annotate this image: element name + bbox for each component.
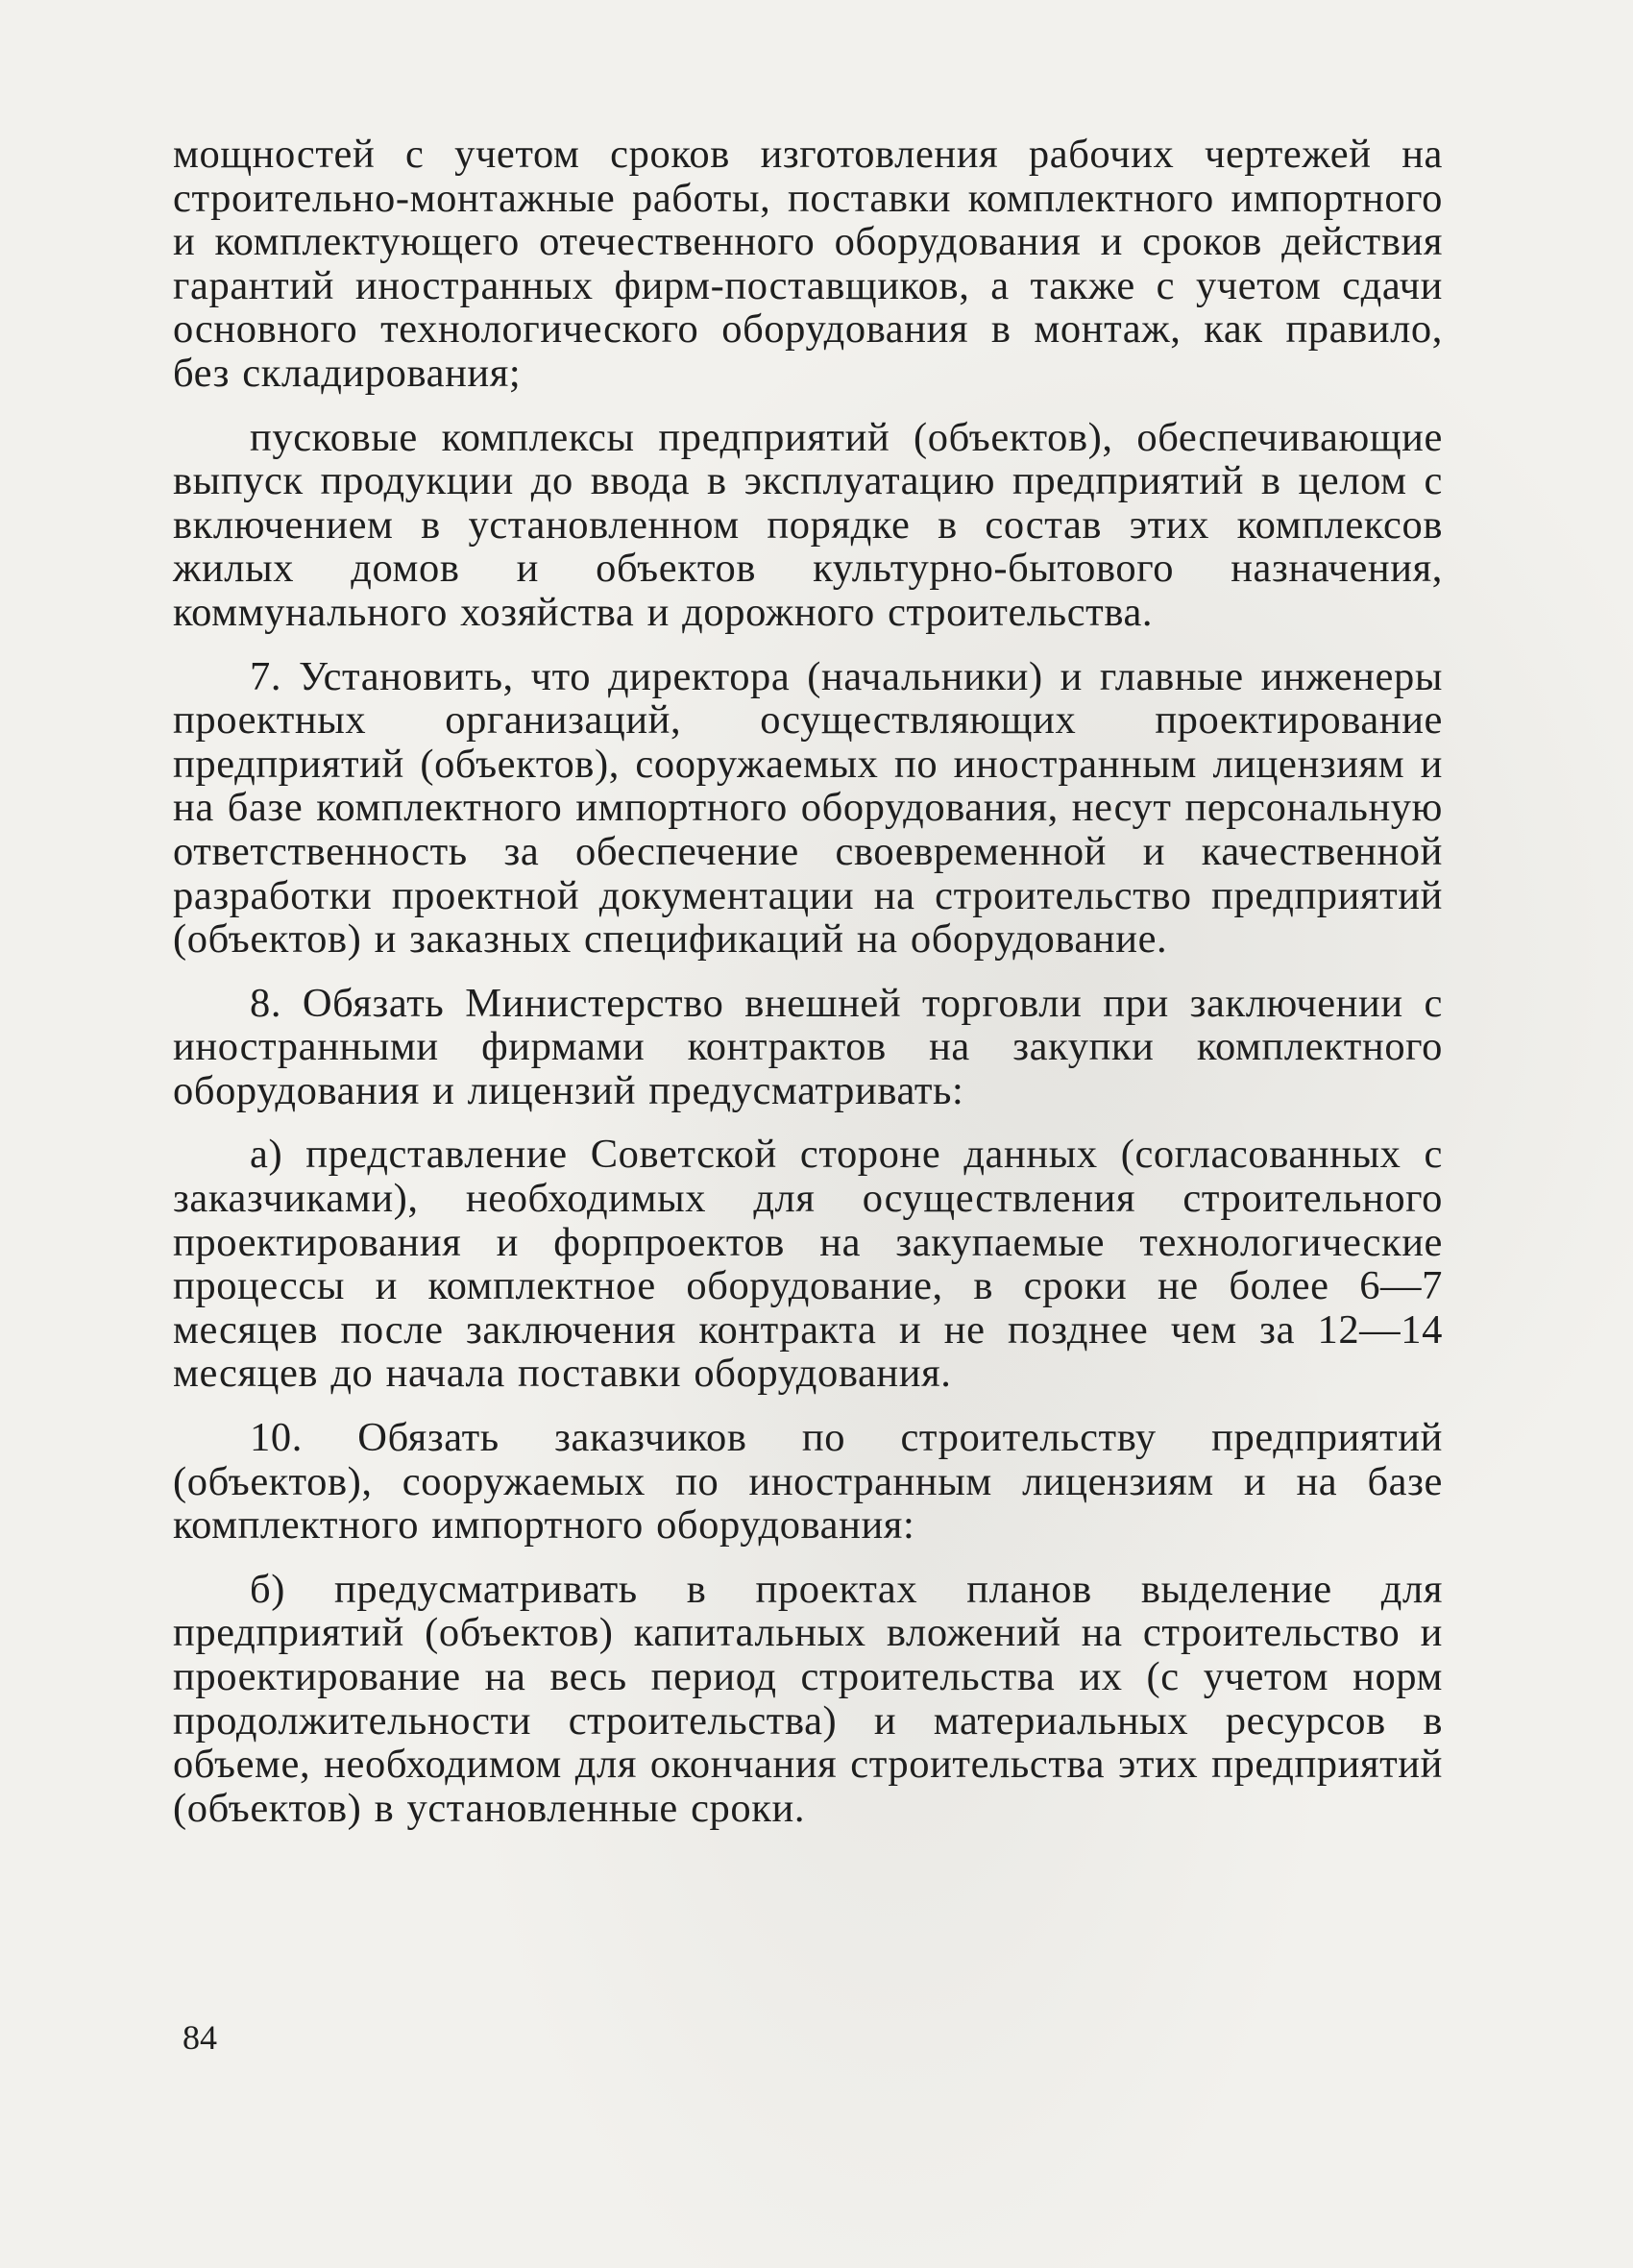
paragraph-item-10: 10. Обязать заказчиков по строительству предприятий (объектов), сооружаемых по иностранным лицензиям и на базе комплектного импортного оборудования: [173, 1415, 1443, 1549]
paragraph-item-8a: а) представление Советской стороне данных (согласованных с заказчиками), необходимых для осуществления строительного проектирования и форпроектов на закупаемые технологические процессы и комплектное оборудование, в сроки не более 6—7 месяцев после заключения контракта и не позднее чем за 12—14 месяцев до начала поставки оборудования. [173, 1132, 1443, 1397]
paragraph-startup-complexes: пусковые комплексы предприятий (объектов), обеспечивающие выпуск продукции до ввода в эксплуатацию предприятий в целом с включением в установленном порядке в состав этих комплексов жилых домов и объектов культурно-бытового назначения, коммунального хозяйства и дорожного строительства. [173, 414, 1443, 635]
paragraph-item-8: 8. Обязать Министерство внешней торговли при заключении с иностранными фирмами контрактов на закупки комплектного оборудования и лицензий предусматривать: [173, 980, 1443, 1113]
page-number: 84 [183, 2018, 217, 2057]
body-text [173, 133, 1443, 1850]
paragraph-item-10b: б) предусматривать в проектах планов выделение для предприятий (объектов) капитальных вложений на строительство и проектирование на весь период строительства их (с учетом норм продолжительности строительства) и материальных ресурсов в объеме, необходимом для окончания строительства этих предприятий (объектов) в установленные сроки. [173, 1566, 1443, 1831]
paragraph-item-7: 7. Установить, что директора (начальники) и главные инженеры проектных организаций, осуществляющих проектирование предприятий (объектов), сооружаемых по иностранным лицензиям и на базе комплектного импортного оборудования, несут персональную ответственность за обеспечение своевременной и качественной разработки проектной документации на строительство предприятий (объектов) и заказных спецификаций на оборудование. [173, 653, 1443, 963]
paragraph-continuation-capacities: мощностей с учетом сроков изготовления рабочих чертежей на строительно-монтажные работы, поставки комплектного импортного и комплектующего отечественного оборудования и сроков действия гарантий иностранных фирм-поставщиков, а также с учетом сдачи основного технологического оборудования в монтаж, как правило, без складирования; [173, 132, 1443, 396]
